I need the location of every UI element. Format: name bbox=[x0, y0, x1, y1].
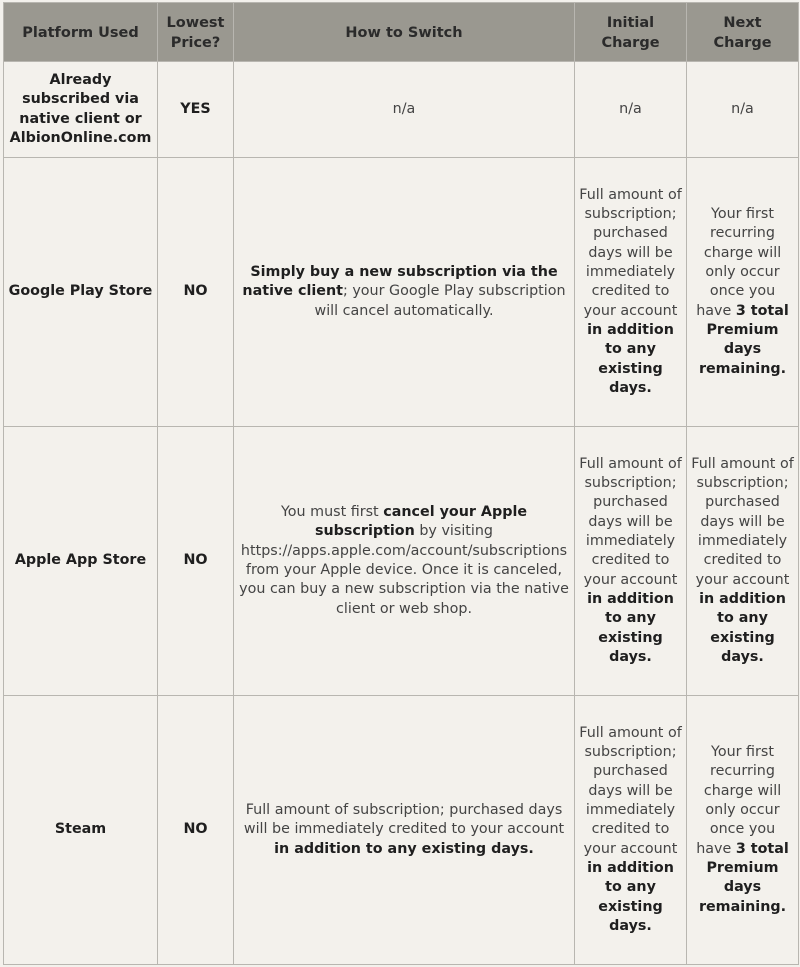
lowest-price-cell: NO bbox=[158, 158, 234, 427]
header-platform: Platform Used bbox=[4, 3, 158, 62]
platform-cell: Steam bbox=[4, 696, 158, 965]
header-how-to-switch: How to Switch bbox=[234, 3, 575, 62]
how-to-switch-cell: Simply buy a new subscription via the native client; your Google Play subscription will cancel automatically. bbox=[234, 158, 575, 427]
next-charge-cell: Full amount of subscription; purchased days will be immediately credited to your account in addition to any existing days. bbox=[687, 427, 799, 696]
header-initial-charge: Initial Charge bbox=[575, 3, 687, 62]
subscription-switch-table bbox=[3, 2, 799, 965]
next-charge-cell: n/a bbox=[687, 62, 799, 158]
subscription-table-wrapper bbox=[3, 2, 798, 964]
header-lowest-price: Lowest Price? bbox=[158, 3, 234, 62]
lowest-price-cell: NO bbox=[158, 696, 234, 965]
lowest-price-cell: YES bbox=[158, 62, 234, 158]
table-row bbox=[4, 158, 799, 427]
platform-cell: Google Play Store bbox=[4, 158, 158, 427]
header-next-charge: Next Charge bbox=[687, 3, 799, 62]
platform-cell: Apple App Store bbox=[4, 427, 158, 696]
how-to-switch-cell: You must first cancel your Apple subscription by visiting https://apps.apple.com/account/subscriptions from your Apple device. Once it is canceled, you can buy a new subscription via the native client or web shop. bbox=[234, 427, 575, 696]
table-row bbox=[4, 62, 799, 158]
how-to-switch-cell: n/a bbox=[234, 62, 575, 158]
lowest-price-cell: NO bbox=[158, 427, 234, 696]
how-to-switch-cell: Full amount of subscription; purchased days will be immediately credited to your account in addition to any existing days. bbox=[234, 696, 575, 965]
initial-charge-cell: n/a bbox=[575, 62, 687, 158]
header-row bbox=[4, 3, 799, 62]
initial-charge-cell: Full amount of subscription; purchased days will be immediately credited to your account in addition to any existing days. bbox=[575, 696, 687, 965]
initial-charge-cell: Full amount of subscription; purchased days will be immediately credited to your account in addition to any existing days. bbox=[575, 427, 687, 696]
initial-charge-cell: Full amount of subscription; purchased days will be immediately credited to your account in addition to any existing days. bbox=[575, 158, 687, 427]
next-charge-cell: Your first recurring charge will only occur once you have 3 total Premium days remaining. bbox=[687, 158, 799, 427]
platform-cell: Already subscribed via native client or AlbionOnline.com bbox=[4, 62, 158, 158]
next-charge-cell: Your first recurring charge will only occur once you have 3 total Premium days remaining. bbox=[687, 696, 799, 965]
table-row bbox=[4, 696, 799, 965]
table-row bbox=[4, 427, 799, 696]
